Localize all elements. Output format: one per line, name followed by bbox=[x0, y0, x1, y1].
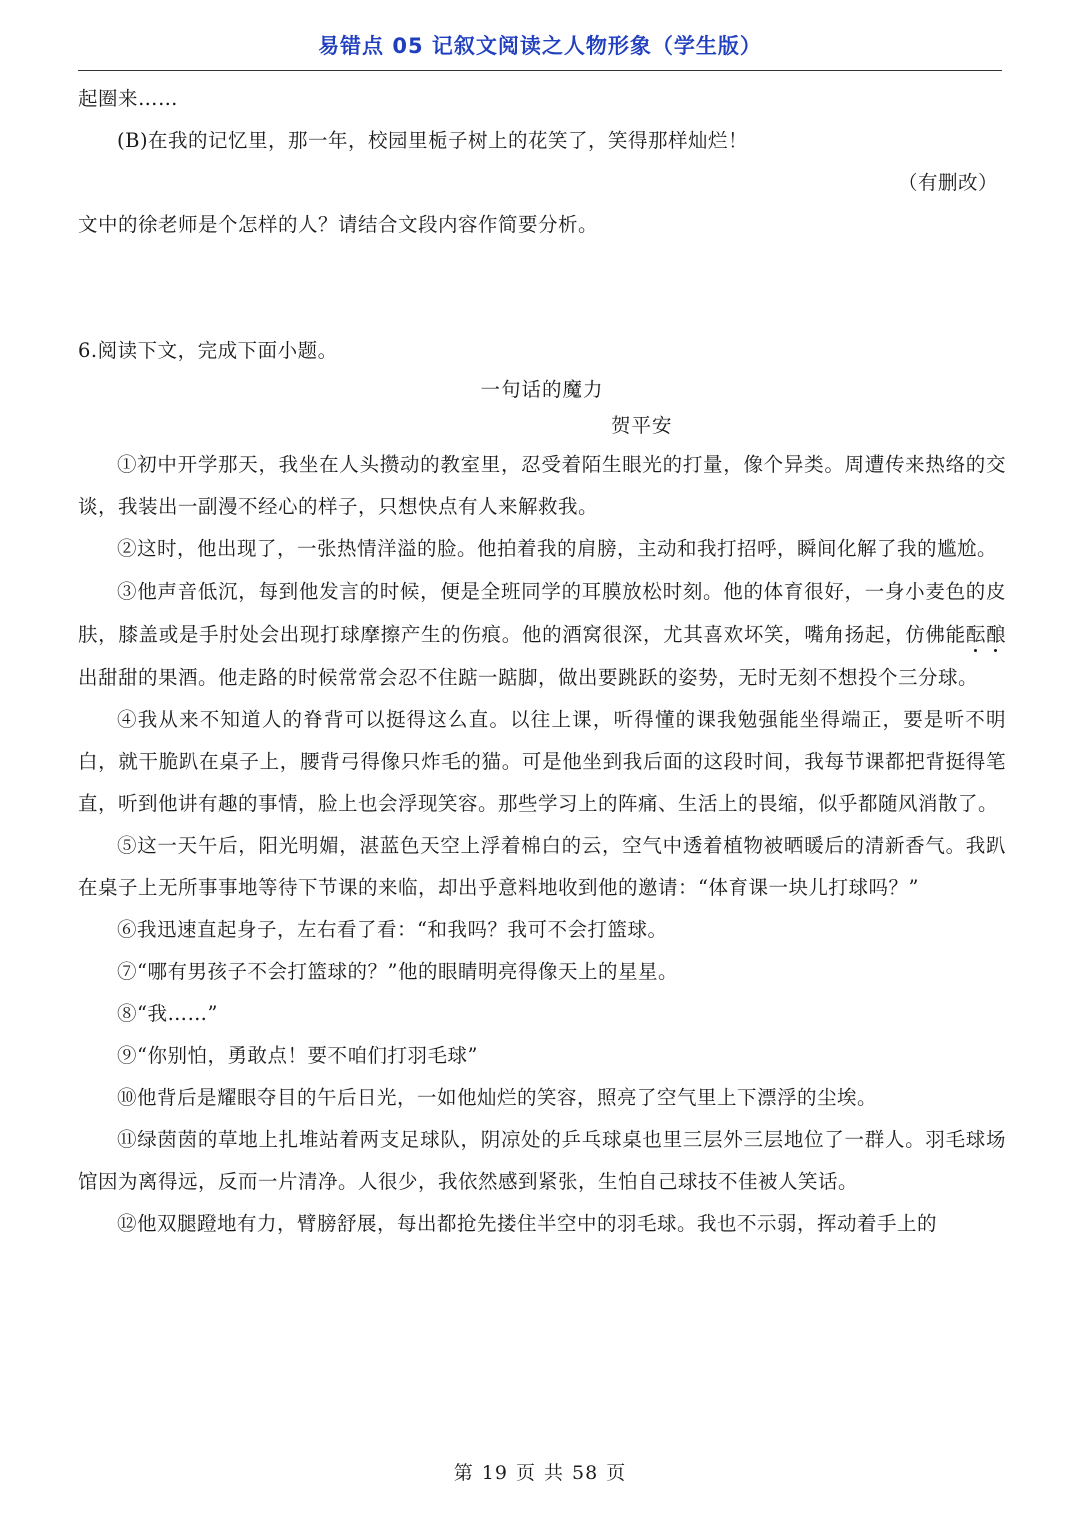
document-body bbox=[78, 78, 1006, 1245]
dotted-char-2: 酿 bbox=[985, 623, 1006, 646]
paragraph-3-part-a: ③他声音低沉，每到他发言的时候，便是全班同学的耳膜放松时刻。他的体育很好，一身小麦色的皮肤，膝盖或是手肘处会出现打球摩擦产生的伤痕。他的酒窝很深，尤其喜欢坏笑，嘴角扬起，仿佛能 bbox=[78, 580, 1006, 646]
footer-label-gong: 共 bbox=[544, 1462, 565, 1484]
story-paragraph-8: ⑧“我……” bbox=[117, 1002, 218, 1025]
story-paragraph-7: ⑦“哪有男孩子不会打篮球的？”他的眼睛明亮得像天上的星星。 bbox=[117, 960, 678, 983]
footer-total-pages: 58 bbox=[572, 1462, 599, 1484]
paragraph-3-part-b: 出甜甜的果酒。他走路的时候常常会忍不住踮一踮脚，做出要跳跃的姿势，无时无刻不想投个三分球。 bbox=[78, 666, 979, 689]
story-paragraph-1: ①初中开学那天，我坐在人头攒动的教室里，忍受着陌生眼光的打量，像个异类。周遭传来热络的交谈，我装出一副漫不经心的样子，只想快点有人来解救我。 bbox=[78, 453, 1006, 518]
story-paragraph-10: ⑩他背后是耀眼夺目的午后日光，一如他灿烂的笑容，照亮了空气里上下漂浮的尘埃。 bbox=[117, 1086, 878, 1109]
story-paragraph-5: ⑤这一天午后，阳光明媚，湛蓝色天空上浮着棉白的云，空气中透着植物被晒暖后的清新香气。我趴在桌子上无所事事地等待下节课的来临，却出乎意料地收到他的邀请：“体育课一块儿打球吗？” bbox=[78, 834, 1006, 899]
dotted-char-1: 酝 bbox=[965, 623, 986, 646]
page-footer bbox=[0, 1458, 1080, 1485]
story-paragraph-6: ⑥我迅速直起身子，左右看了看：“和我吗？我可不会打篮球。 bbox=[117, 918, 668, 941]
story-paragraph-12: ⑫他双腿蹬地有力，臂膀舒展，每出都抢先搂住半空中的羽毛球。我也不示弱，挥动着手上的 bbox=[117, 1212, 938, 1235]
question-6-intro: 6.阅读下文，完成下面小题。 bbox=[78, 339, 338, 362]
question-5: 文中的徐老师是个怎样的人？请结合文段内容作简要分析。 bbox=[78, 213, 599, 236]
story-author: 贺平安 bbox=[611, 414, 673, 437]
edit-note: （有删改） bbox=[897, 171, 998, 194]
footer-page-number: 19 bbox=[481, 1462, 508, 1484]
story-paragraph-11: ⑪绿茵茵的草地上扎堆站着两支足球队，阴凉处的乒乓球桌也里三层外三层地位了一群人。羽毛球场馆因为离得远，反而一片清净。人很少，我依然感到紧张，生怕自己球技不佳被人笑话。 bbox=[78, 1128, 1006, 1193]
footer-label-ye: 页 bbox=[515, 1462, 536, 1484]
story-paragraph-9: ⑨“你别怕，勇敢点！要不咱们打羽毛球” bbox=[117, 1044, 478, 1067]
story-paragraph-4: ④我从来不知道人的脊背可以挺得这么直。以往上课，听得懂的课我勉强能坐得端正，要是听不明白，就干脆趴在桌子上，腰背弓得像只炸毛的猫。可是他坐到我后面的这段时间，我每节课都把背挺得笔直，听到他讲有趣的事情，脸上也会浮现笑容。那些学习上的阵痛、生活上的畏缩，似乎都随风消散了。 bbox=[78, 708, 1006, 815]
page-header bbox=[78, 30, 1002, 71]
story-paragraph-2: ②这时，他出现了，一张热情洋溢的脸。他拍着我的肩膀，主动和我打招呼，瞬间化解了我的尴尬。 bbox=[117, 537, 998, 560]
previous-paragraph-tail: 起圈来…… bbox=[78, 87, 179, 110]
footer-label-ye2: 页 bbox=[606, 1462, 627, 1484]
story-paragraph-3 bbox=[78, 570, 1006, 699]
footer-label-di: 第 bbox=[453, 1462, 474, 1484]
story-title: 一句话的魔力 bbox=[480, 378, 604, 401]
answer-space bbox=[78, 246, 1006, 330]
header-title: 易错点 05 记叙文阅读之人物形象（学生版） bbox=[318, 34, 762, 58]
paragraph-b: (B)在我的记忆里，那一年，校园里栀子树上的花笑了，笑得那样灿烂！ bbox=[117, 129, 749, 152]
